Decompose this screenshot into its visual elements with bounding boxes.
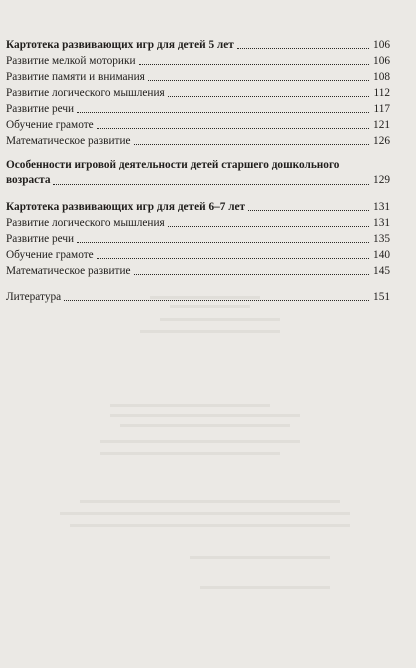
dot-leader — [97, 127, 369, 129]
toc-page-number: 131 — [373, 201, 390, 213]
toc-entry-title: Картотека развивающих игр для детей 6–7 лет — [6, 201, 246, 213]
toc-entry[interactable] — [6, 84, 390, 100]
dot-leader — [237, 47, 369, 49]
section-spacer — [6, 148, 390, 158]
dot-leader — [53, 184, 370, 185]
toc-page-number: 126 — [373, 135, 390, 147]
section-spacer — [6, 278, 390, 288]
toc-entry-title: Развитие логического мышления — [6, 217, 165, 229]
dot-leader — [139, 63, 369, 65]
dot-leader — [77, 111, 369, 113]
toc-entry[interactable] — [6, 262, 390, 278]
toc-section-play-features[interactable] — [6, 158, 390, 188]
toc-entry-title-line2: возраста — [6, 174, 51, 186]
toc-page-number: 129 — [373, 174, 390, 186]
toc-entry[interactable] — [6, 230, 390, 246]
toc-entry-title: Обучение грамоте — [6, 249, 94, 261]
toc-page-number: 117 — [373, 103, 390, 115]
toc-page-number: 145 — [373, 265, 390, 277]
toc-page-number: 131 — [373, 217, 390, 229]
toc-entry[interactable] — [6, 52, 390, 68]
toc-entry[interactable] — [6, 214, 390, 230]
dot-leader — [64, 299, 369, 301]
toc-entry-line2 — [6, 173, 390, 188]
toc-entry-title-line1: Особенности игровой деятельности детей старшего дошкольного — [6, 159, 340, 171]
dot-leader — [77, 241, 369, 243]
toc-entry-title: Развитие речи — [6, 233, 75, 245]
dot-leader — [248, 209, 369, 211]
toc-page-number: 108 — [373, 71, 390, 83]
toc-page-number: 112 — [373, 87, 390, 99]
dot-leader — [134, 143, 369, 145]
dot-leader — [148, 79, 369, 81]
toc-entry[interactable] — [6, 116, 390, 132]
toc-entry-title: Математическое развитие — [6, 135, 131, 147]
toc-entry[interactable] — [6, 246, 390, 262]
toc-page-number: 135 — [373, 233, 390, 245]
toc-heading-6-7-years[interactable] — [6, 198, 390, 214]
toc-entry[interactable] — [6, 68, 390, 84]
toc-entry-title: Развитие речи — [6, 103, 75, 115]
dot-leader — [168, 225, 369, 227]
dot-leader — [134, 273, 369, 275]
toc-entry-literature[interactable] — [6, 288, 390, 304]
toc-entry-title: Развитие памяти и внимания — [6, 71, 145, 83]
toc-entry-title: Развитие логического мышления — [6, 87, 165, 99]
toc-entry-title: Литература — [6, 291, 62, 303]
dot-leader — [97, 257, 369, 259]
dot-leader — [168, 95, 369, 97]
toc-entry-title: Обучение грамоте — [6, 119, 94, 131]
section-spacer — [6, 188, 390, 198]
toc-page-number: 106 — [373, 39, 390, 51]
toc-entry[interactable] — [6, 132, 390, 148]
toc-page-number: 140 — [373, 249, 390, 261]
toc-entry-title: Картотека развивающих игр для детей 5 лет — [6, 39, 234, 51]
toc-entry-title: Развитие мелкой моторики — [6, 55, 136, 67]
toc-entry-title: Математическое развитие — [6, 265, 131, 277]
toc-page-number: 106 — [373, 55, 390, 67]
toc-entry[interactable] — [6, 100, 390, 116]
toc-page-number: 151 — [373, 291, 390, 303]
toc-page-number: 121 — [373, 119, 390, 131]
toc-heading-5-years[interactable] — [6, 36, 390, 52]
table-of-contents — [6, 36, 390, 304]
